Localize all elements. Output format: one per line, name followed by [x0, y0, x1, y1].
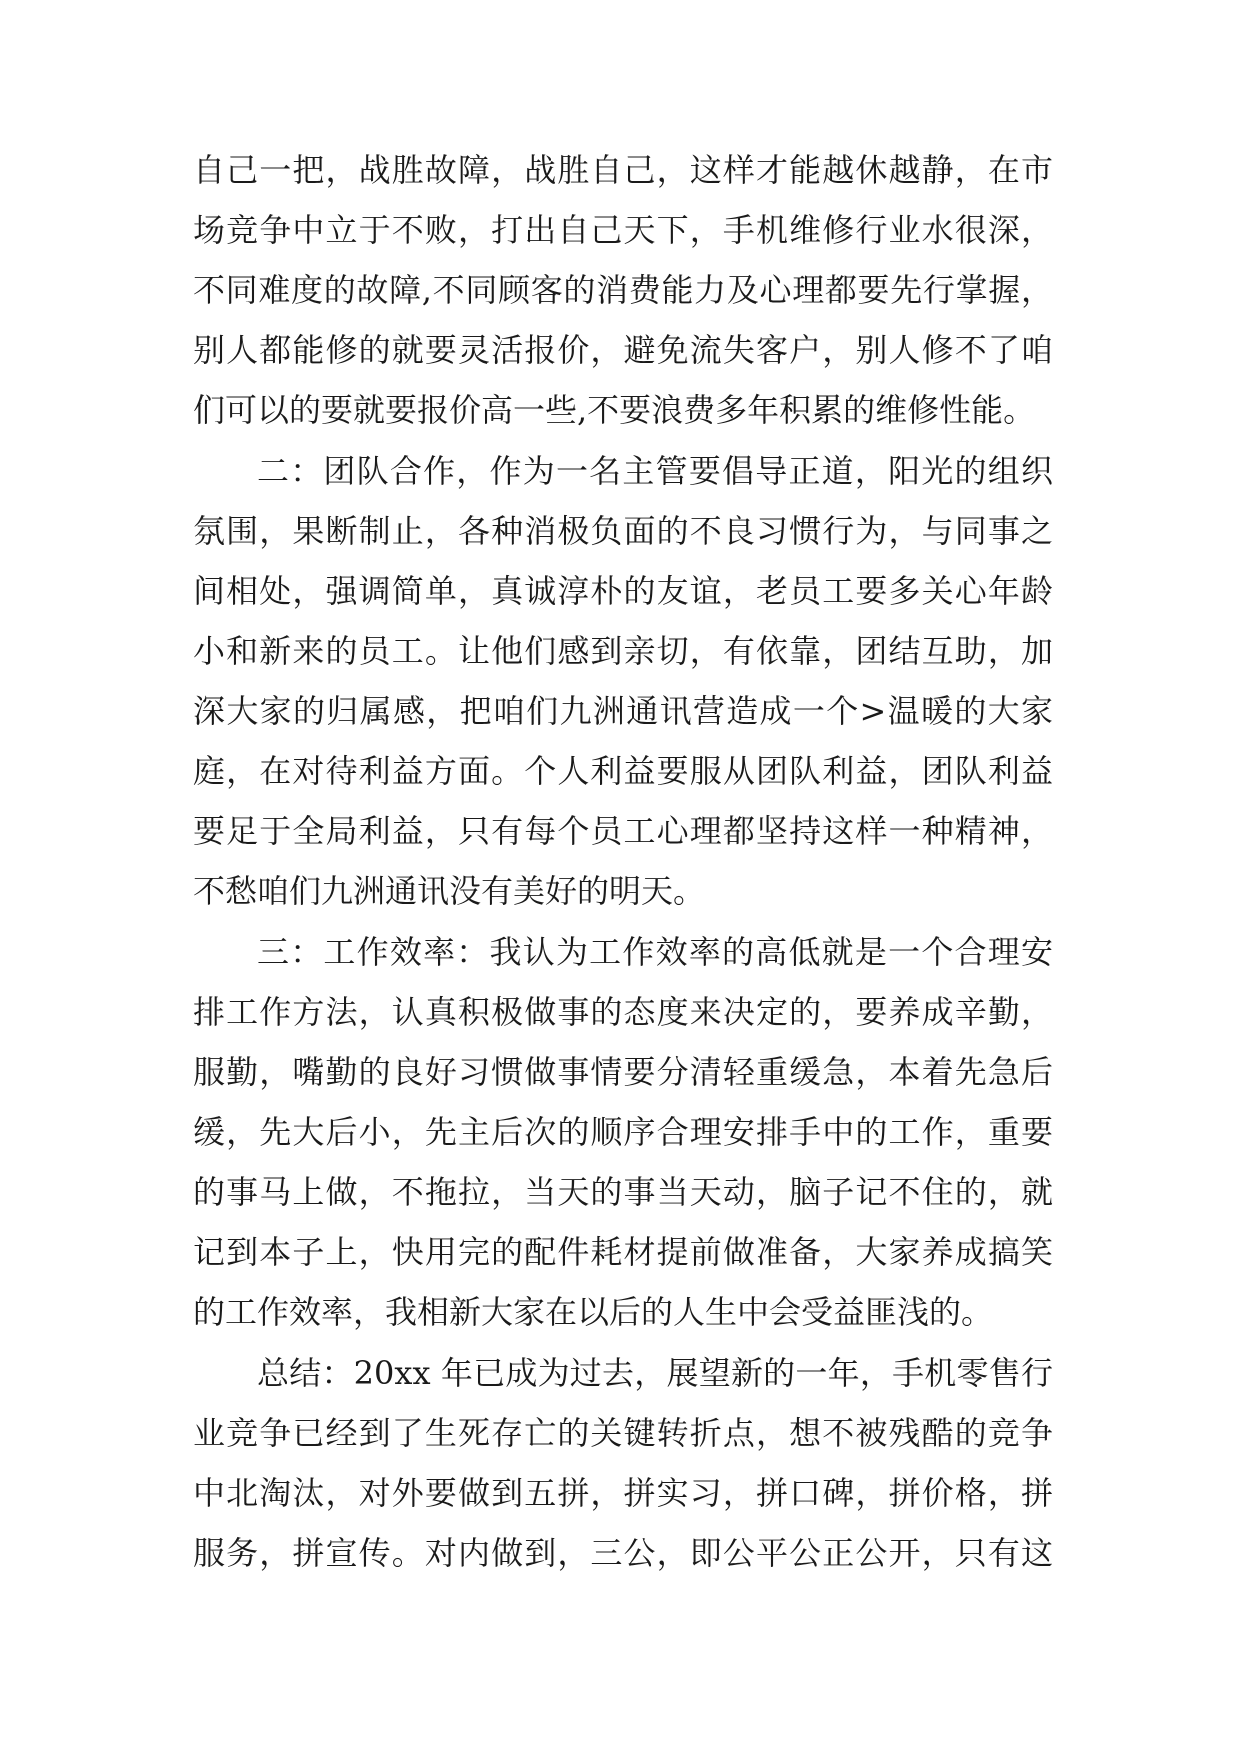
text-line: 自己一把，战胜故障，战胜自己，这样才能越休越静，在市	[193, 151, 1053, 189]
text-line: 中北淘汰，对外要做到五拼，拼实习，拼口碑，拼价格，拼	[193, 1474, 1053, 1512]
text-line: 业竞争已经到了生死存亡的关键转折点，想不被残酷的竞争	[193, 1414, 1053, 1452]
text-line: 记到本子上，快用完的配件耗材提前做准备，大家养成搞笑	[193, 1233, 1053, 1271]
text-line: 深大家的归属感，把咱们九洲通讯营造成一个>温暖的大家	[193, 692, 1053, 730]
paragraph-first-line: 三：工作效率：我认为工作效率的高低就是一个合理安	[257, 933, 1053, 971]
text-line: 们可以的要就要报价高一些,不要浪费多年积累的维修性能。	[193, 391, 1036, 429]
text-line: 间相处，强调简单，真诚淳朴的友谊，老员工要多关心年龄	[193, 572, 1053, 610]
paragraph-first-line: 总结：20xx 年已成为过去，展望新的一年，手机零售行	[257, 1354, 1053, 1392]
text-line: 氛围，果断制止，各种消极负面的不良习惯行为，与同事之	[193, 512, 1053, 550]
text-line: 别人都能修的就要灵活报价，避免流失客户，别人修不了咱	[193, 331, 1053, 369]
text-line: 场竞争中立于不败，打出自己天下，手机维修行业水很深，	[193, 211, 1053, 249]
text-line: 服务，拼宣传。对内做到，三公，即公平公正公开，只有这	[193, 1534, 1053, 1572]
text-line: 小和新来的员工。让他们感到亲切，有依靠，团结互助，加	[193, 632, 1053, 670]
text-line: 要足于全局利益，只有每个员工心理都坚持这样一种精神，	[193, 812, 1053, 850]
text-line: 不愁咱们九洲通讯没有美好的明天。	[193, 872, 706, 910]
text-line: 庭，在对待利益方面。个人利益要服从团队利益，团队利益	[193, 752, 1053, 790]
text-line: 的工作效率，我相新大家在以后的人生中会受益匪浅的。	[193, 1293, 994, 1331]
text-line: 的事马上做，不拖拉，当天的事当天动，脑子记不住的，就	[193, 1173, 1053, 1211]
paragraph-first-line: 二：团队合作，作为一名主管要倡导正道，阳光的组织	[257, 452, 1053, 490]
text-line: 缓，先大后小，先主后次的顺序合理安排手中的工作，重要	[193, 1113, 1053, 1151]
text-line: 不同难度的故障,不同顾客的消费能力及心理都要先行掌握，	[193, 271, 1053, 309]
text-line: 排工作方法，认真积极做事的态度来决定的，要养成辛勤，	[193, 993, 1053, 1031]
text-line: 服勤，嘴勤的良好习惯做事情要分清轻重缓急，本着先急后	[193, 1053, 1053, 1091]
